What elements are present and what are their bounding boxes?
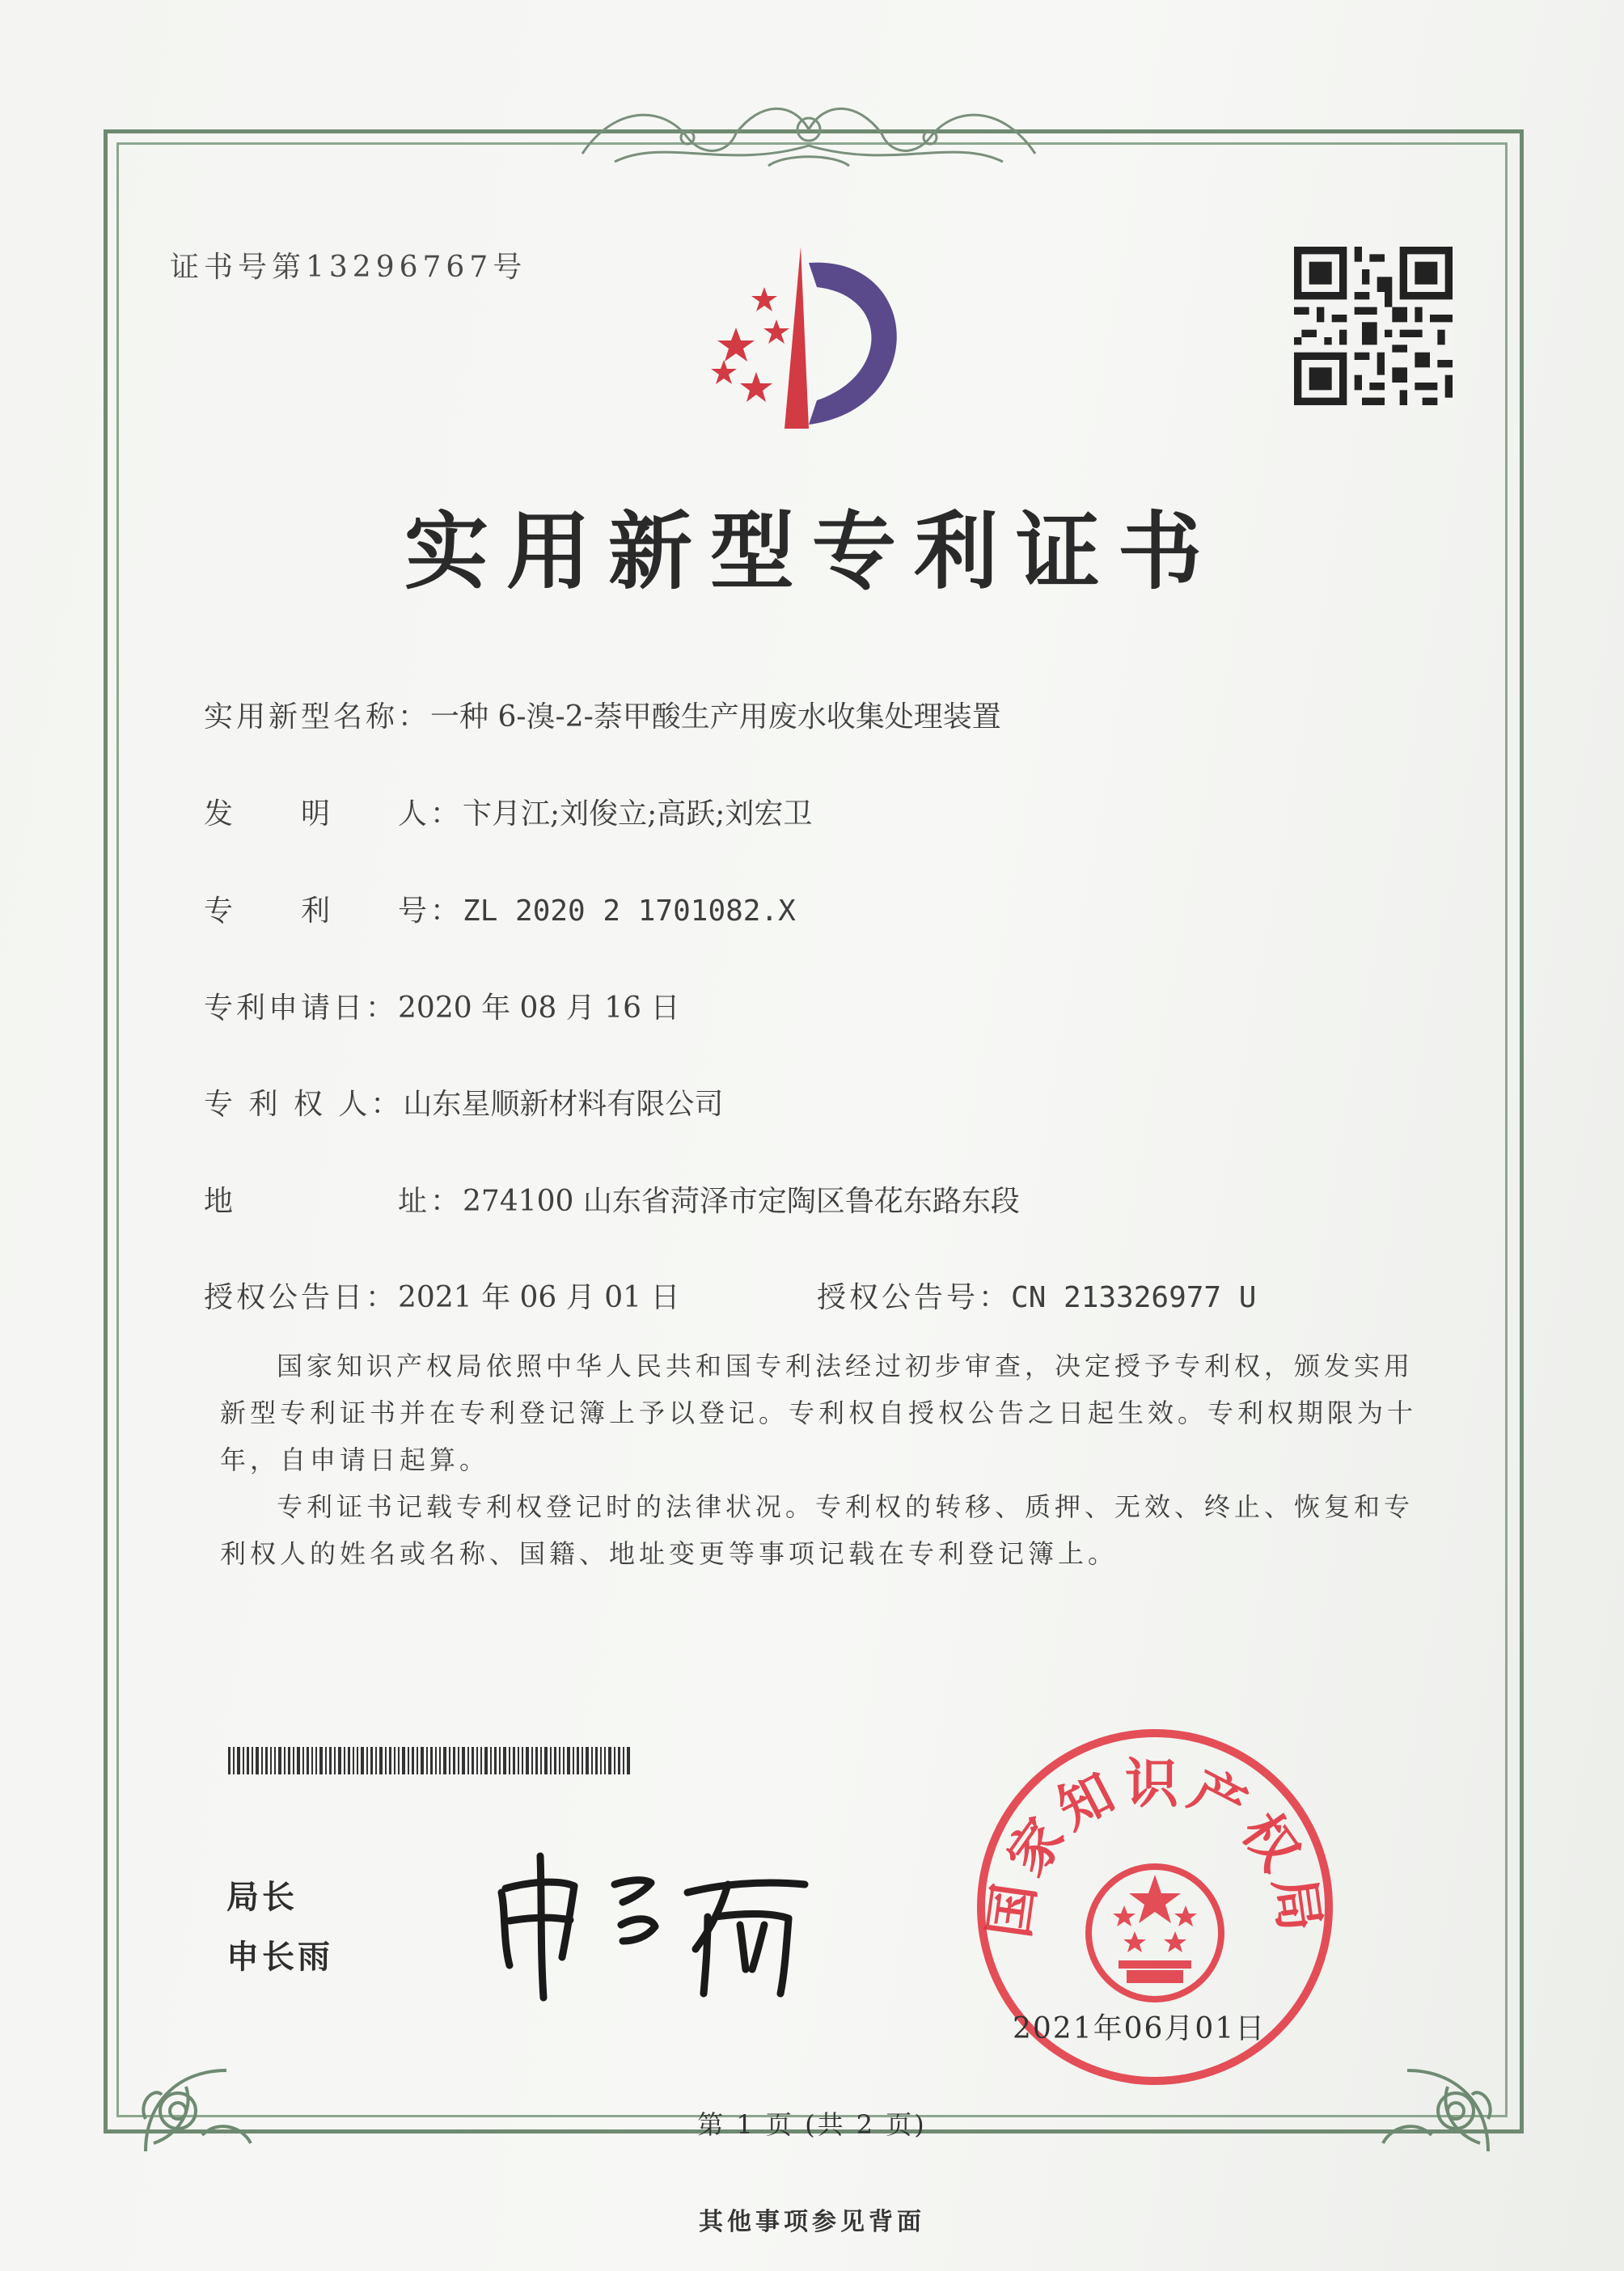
field-value: 274100 山东省菏泽市定陶区鲁花东路东段 [463, 1185, 1020, 1218]
field-value: 卞月江;刘俊立;高跃;刘宏卫 [463, 797, 813, 831]
field-label: 发 明 人： [204, 797, 463, 831]
field-patentee [204, 1081, 723, 1123]
field-label: 授权公告号： [817, 1281, 1012, 1314]
director-title: 局长 [226, 1879, 298, 1916]
seal-date: 2021年06月01日 [1013, 2012, 1267, 2045]
patent-office-logo-icon [687, 239, 930, 441]
field-value: 2021 年 06 月 01 日 [398, 1281, 680, 1314]
field-label: 专 利 号： [204, 894, 463, 928]
page-number: 第 1 页 (共 2 页) [697, 2109, 927, 2140]
field-value: ZL 2020 2 1701082.X [463, 894, 796, 928]
director-name: 申长雨 [226, 1939, 333, 1976]
footer-note: 其他事项参见背面 [699, 2208, 925, 2236]
field-label: 地 址： [204, 1185, 463, 1218]
field-address [204, 1178, 1020, 1220]
certificate-title: 实用新型专利证书 [404, 501, 1220, 601]
field-utility-model-name [204, 694, 1001, 735]
field-label: 实用新型名称： [204, 700, 431, 734]
field-grant-date [204, 1275, 679, 1316]
statement-paragraph-1: 国家知识产权局依照中华人民共和国专利法经过初步审查，决定授予专利权，颁发实用新型专利证书并在专利登记簿上予以登记。专利权自授权公告之日起生效。专利权期限为十年，自申请日起算。 [220, 1351, 1418, 1475]
top-ornament [566, 89, 1051, 186]
bottom-left-ornament [129, 2022, 275, 2167]
director-signature [485, 1836, 825, 2006]
statement-paragraph-2: 专利证书记载专利权登记时的法律状况。专利权的转移、质押、无效、终止、恢复和专利权人的姓名或名称、国籍、地址变更等事项记载在专利登记簿上。 [220, 1491, 1415, 1569]
field-value: 一种 6-溴-2-萘甲酸生产用废水收集处理装置 [430, 700, 1001, 734]
field-label: 专利申请日： [204, 992, 399, 1025]
field-grant-number [817, 1275, 1256, 1316]
svg-text:国家知识产权局: 国家知识产权局 [977, 1753, 1333, 1942]
field-patent-number [204, 888, 796, 929]
field-application-date [204, 985, 679, 1026]
bottom-right-ornament [1359, 2022, 1504, 2167]
certificate-number: 证书号第13296767号 [170, 251, 527, 284]
field-value: 2020 年 08 月 16 日 [398, 992, 680, 1025]
qr-code [1294, 247, 1453, 405]
barcode [228, 1747, 632, 1774]
field-label: 授权公告日： [204, 1281, 399, 1314]
field-value: 山东星顺新材料有限公司 [403, 1088, 724, 1121]
field-inventor [204, 791, 812, 832]
field-value: CN 213326977 U [1011, 1281, 1257, 1314]
field-label: 专 利 权 人： [204, 1088, 404, 1121]
